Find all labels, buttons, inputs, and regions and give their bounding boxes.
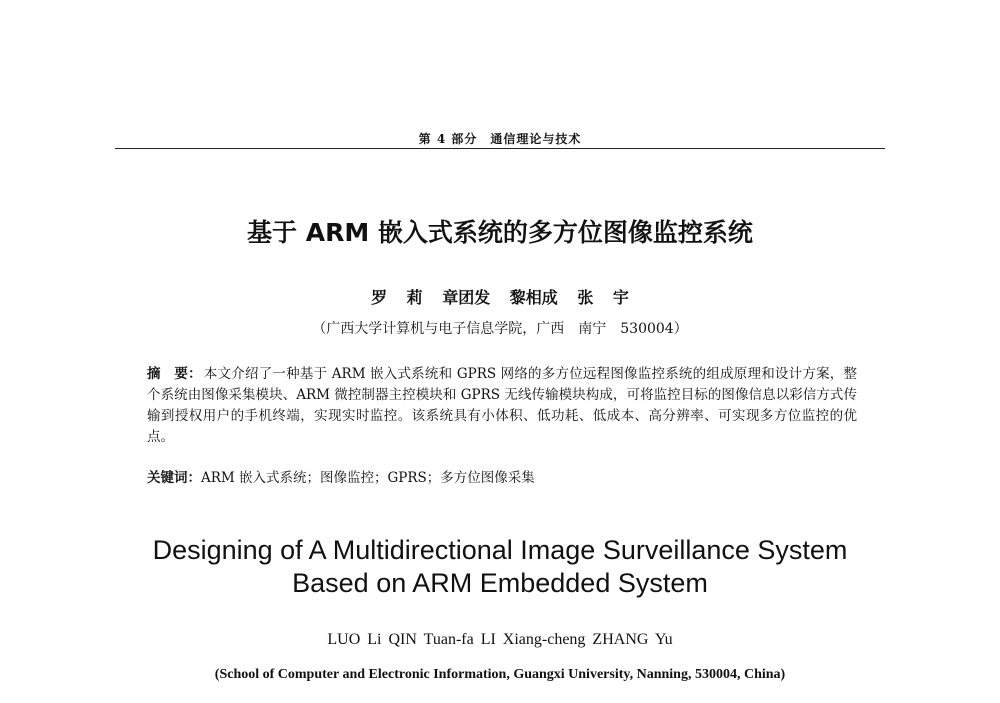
chinese-keywords bbox=[147, 468, 857, 489]
abstract-label: 摘 要： bbox=[147, 366, 202, 382]
chinese-authors: 罗 莉 章团发 黎相成 张 宇 bbox=[371, 288, 629, 307]
keywords-text: ARM 嵌入式系统；图像监控；GPRS；多方位图像采集 bbox=[201, 470, 535, 486]
english-title-line-2: Based on ARM Embedded System bbox=[292, 568, 708, 598]
abstract-text: 本文介绍了一种基于 ARM 嵌入式系统和 GPRS 网络的多方位远程图像监控系统的组成原理和设计方案，整个系统由图像采集模块、ARM 微控制器主控模块和 GPRS 无线传输模块构成，可将监控目标的图像信息以彩信方式传输到授权用户的手机终端，实现实时监控。该系统具有小体积、低功耗、低成本、高分辨率、可实现多方位监控的优点。 bbox=[147, 366, 857, 445]
chinese-title: 基于 ARM 嵌入式系统的多方位图像监控系统 bbox=[247, 218, 753, 247]
english-affiliation: (School of Computer and Electronic Information, Guangxi University, Nanning, 530004, China) bbox=[214, 667, 786, 682]
english-authors: LUO Li QIN Tuan-fa LI Xiang-cheng ZHANG Yu bbox=[327, 631, 673, 648]
english-title bbox=[0, 534, 1000, 600]
keywords-label: 关键词： bbox=[147, 470, 201, 486]
chinese-abstract bbox=[147, 364, 857, 448]
header-rule bbox=[115, 148, 885, 149]
chinese-affiliation: （广西大学计算机与电子信息学院，广西 南宁 530004） bbox=[312, 321, 688, 337]
running-header: 第 4 部分 通信理论与技术 bbox=[418, 132, 582, 146]
english-title-line-1: Designing of A Multidirectional Image Surveillance System bbox=[152, 535, 848, 565]
